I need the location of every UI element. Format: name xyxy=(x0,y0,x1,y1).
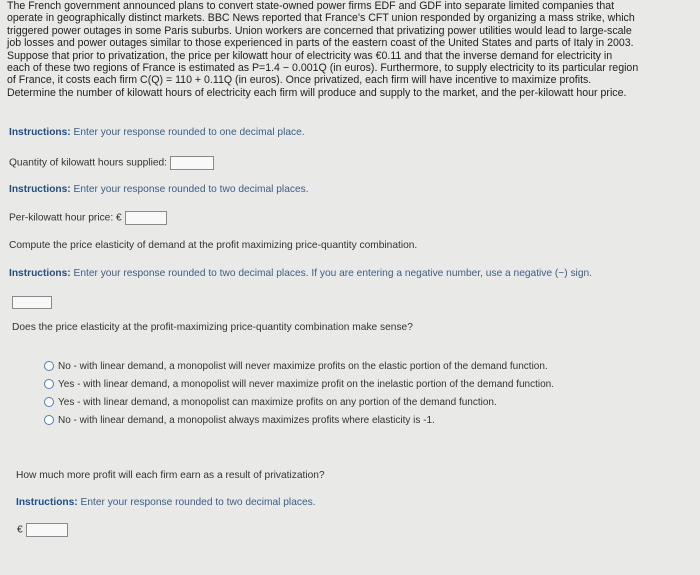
option-3[interactable] xyxy=(44,397,497,408)
elasticity-row xyxy=(12,294,52,312)
instructions-label: Instructions: xyxy=(9,127,71,138)
problem-line: job losses and power outages similar to those experienced in parts of the eastern coast of the United States and parts of Italy in 2003. xyxy=(7,37,634,50)
instructions-text: Enter your response rounded to two decimal places. xyxy=(77,497,316,508)
profit-input[interactable] xyxy=(26,523,68,537)
elasticity-input[interactable] xyxy=(12,296,52,309)
instructions-label: Instructions: xyxy=(9,184,71,195)
profit-row xyxy=(17,523,68,537)
option-label: Yes - with linear demand, a monopolist will never maximize profit on the inelastic portion of the demand function. xyxy=(58,379,555,390)
quantity-input[interactable] xyxy=(170,156,214,170)
problem-text xyxy=(7,0,697,99)
radio-button[interactable] xyxy=(44,379,54,389)
instructions-price xyxy=(9,184,309,195)
radio-button[interactable] xyxy=(44,397,54,407)
instructions-profit xyxy=(16,497,316,508)
instructions-text: Enter your response rounded to one decimal place. xyxy=(70,127,305,138)
elasticity-question: Compute the price elasticity of demand at the profit maximizing price-quantity combination. xyxy=(9,240,418,251)
problem-line: operate in geographically distinct markets. BBC News reported that France's CFT union responded by organizing a mass strike, which xyxy=(7,12,635,25)
instructions-quantity xyxy=(9,127,305,138)
radio-button[interactable] xyxy=(44,361,54,371)
radio-button[interactable] xyxy=(44,415,54,425)
option-1[interactable] xyxy=(44,361,548,372)
quantity-row xyxy=(9,156,214,170)
option-label: No - with linear demand, a monopolist will never maximize profits on the elastic portion of the demand function. xyxy=(58,361,548,372)
problem-line: Suppose that prior to privatization, the price per kilowatt hour of electricity was €0.11 and that the inverse demand for electricity in xyxy=(7,49,613,62)
option-label: Yes - with linear demand, a monopolist can maximize profits on any portion of the demand function. xyxy=(58,397,497,408)
problem-line: The French government announced plans to convert state-owned power firms EDF and GDF into separate limited companies that xyxy=(7,0,615,12)
instructions-text: Enter your response rounded to two decimal places. xyxy=(70,184,309,195)
sense-question: Does the price elasticity at the profit-maximizing price-quantity combination make sense? xyxy=(12,322,413,333)
problem-line: of France, it costs each firm C(Q) = 110 + 0.11Q (in euros). Once privatized, each firm will have incentive to maximize profits. xyxy=(7,74,592,87)
instructions-elasticity xyxy=(9,268,592,279)
quantity-label: Quantity of kilowatt hours supplied: xyxy=(9,157,167,169)
option-label: No - with linear demand, a monopolist always maximizes profits where elasticity is -1. xyxy=(58,415,435,426)
instructions-text: Enter your response rounded to two decimal places. If you are entering a negative number, use a negative (−) sign. xyxy=(70,268,592,279)
euro-prefix: € xyxy=(17,524,23,536)
profit-question: How much more profit will each firm earn as a result of privatization? xyxy=(16,470,325,481)
price-row xyxy=(9,211,167,225)
problem-line: Determine the number of kilowatt hours of electricity each firm will produce and supply to the market, and the per-kilowatt hour price. xyxy=(7,86,627,99)
price-label: Per-kilowatt hour price: € xyxy=(9,212,122,224)
problem-line: triggered power outages in some Paris suburbs. Union workers are concerned that privatizing power utilities would lead to large-scale xyxy=(7,24,632,37)
option-4[interactable] xyxy=(44,415,435,426)
problem-line: each of these two regions of France is estimated as P=1.4 − 0.001Q (in euros). Furthermore, to supply electricity to its particular region xyxy=(7,62,639,75)
option-2[interactable] xyxy=(44,379,554,390)
instructions-label: Instructions: xyxy=(9,268,71,279)
price-input[interactable] xyxy=(125,211,167,225)
instructions-label: Instructions: xyxy=(16,497,78,508)
